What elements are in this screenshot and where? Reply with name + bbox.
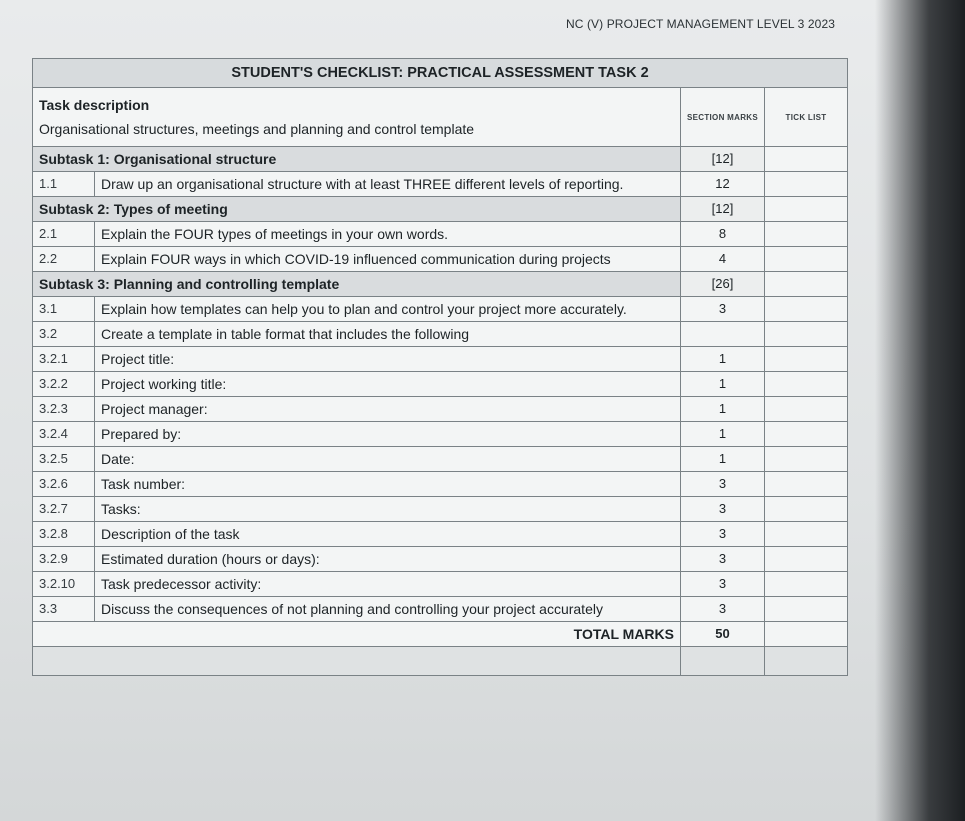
total-marks-value: 50 <box>681 622 765 647</box>
subtask-tick-cell[interactable] <box>765 272 848 297</box>
item-number: 2.2 <box>33 247 95 272</box>
section-marks-header: SECTION MARKS <box>681 88 765 147</box>
item-tick-cell[interactable] <box>765 597 848 622</box>
item-marks: 3 <box>681 572 765 597</box>
checklist-item-row <box>33 522 848 547</box>
item-number: 3.2.10 <box>33 572 95 597</box>
item-tick-cell[interactable] <box>765 547 848 572</box>
item-marks <box>681 322 765 347</box>
item-text: Tasks: <box>95 497 681 522</box>
task-description-row <box>33 88 848 147</box>
item-marks: 1 <box>681 347 765 372</box>
item-text: Explain FOUR ways in which COVID-19 influenced communication during projects <box>95 247 681 272</box>
item-number: 3.3 <box>33 597 95 622</box>
subtask-header-row <box>33 272 848 297</box>
item-tick-cell[interactable] <box>765 522 848 547</box>
checklist-item-row <box>33 447 848 472</box>
checklist-title: STUDENT'S CHECKLIST: PRACTICAL ASSESSMENT TASK 2 <box>33 59 848 88</box>
checklist-item-row <box>33 322 848 347</box>
item-text: Create a template in table format that includes the following <box>95 322 681 347</box>
item-marks: 3 <box>681 297 765 322</box>
student-checklist-table <box>32 58 848 676</box>
subtask-tick-cell[interactable] <box>765 147 848 172</box>
item-marks: 1 <box>681 447 765 472</box>
item-text: Draw up an organisational structure with at least THREE different levels of reporting. <box>95 172 681 197</box>
subtask-label: Subtask 2: Types of meeting <box>33 197 681 222</box>
checklist-item-row <box>33 597 848 622</box>
item-tick-cell[interactable] <box>765 397 848 422</box>
item-text: Discuss the consequences of not planning and controlling your project accurately <box>95 597 681 622</box>
item-tick-cell[interactable] <box>765 297 848 322</box>
item-text: Project title: <box>95 347 681 372</box>
item-text: Project manager: <box>95 397 681 422</box>
checklist-item-row <box>33 297 848 322</box>
item-tick-cell[interactable] <box>765 172 848 197</box>
checklist-title-row <box>33 59 848 88</box>
item-marks: 3 <box>681 497 765 522</box>
task-description-text: Organisational structures, meetings and planning and control template <box>39 121 475 137</box>
item-tick-cell[interactable] <box>765 222 848 247</box>
checklist-item-row <box>33 347 848 372</box>
item-number: 2.1 <box>33 222 95 247</box>
item-marks: 3 <box>681 472 765 497</box>
table-footer-band <box>33 647 848 676</box>
subtask-label: Subtask 1: Organisational structure <box>33 147 681 172</box>
total-marks-row <box>33 622 848 647</box>
item-text: Explain how templates can help you to plan and control your project more accurately. <box>95 297 681 322</box>
item-tick-cell[interactable] <box>765 372 848 397</box>
item-tick-cell[interactable] <box>765 322 848 347</box>
item-tick-cell[interactable] <box>765 347 848 372</box>
item-marks: 1 <box>681 397 765 422</box>
item-marks: 3 <box>681 597 765 622</box>
checklist-item-row <box>33 472 848 497</box>
checklist-item-row <box>33 547 848 572</box>
checklist-item-row <box>33 397 848 422</box>
item-text: Project working title: <box>95 372 681 397</box>
item-marks: 1 <box>681 372 765 397</box>
item-number: 3.2.9 <box>33 547 95 572</box>
checklist-item-row <box>33 222 848 247</box>
subtask-marks: [26] <box>681 272 765 297</box>
item-marks: 8 <box>681 222 765 247</box>
item-marks: 3 <box>681 522 765 547</box>
item-tick-cell[interactable] <box>765 247 848 272</box>
checklist-item-row <box>33 497 848 522</box>
item-number: 3.2.2 <box>33 372 95 397</box>
screen-edge-shadow <box>875 0 965 821</box>
item-text: Task predecessor activity: <box>95 572 681 597</box>
item-text: Date: <box>95 447 681 472</box>
subtask-tick-cell[interactable] <box>765 197 848 222</box>
subtask-header-row <box>33 147 848 172</box>
item-number: 3.2.5 <box>33 447 95 472</box>
item-number: 3.2.3 <box>33 397 95 422</box>
item-marks: 4 <box>681 247 765 272</box>
subtask-marks: [12] <box>681 197 765 222</box>
item-text: Task number: <box>95 472 681 497</box>
item-tick-cell[interactable] <box>765 447 848 472</box>
item-number: 3.2.1 <box>33 347 95 372</box>
item-marks: 1 <box>681 422 765 447</box>
subtask-marks: [12] <box>681 147 765 172</box>
item-tick-cell[interactable] <box>765 422 848 447</box>
document-header: NC (V) PROJECT MANAGEMENT LEVEL 3 2023 <box>566 17 835 31</box>
item-number: 1.1 <box>33 172 95 197</box>
item-number: 3.2.8 <box>33 522 95 547</box>
item-number: 3.1 <box>33 297 95 322</box>
item-number: 3.2.6 <box>33 472 95 497</box>
item-tick-cell[interactable] <box>765 572 848 597</box>
item-text: Estimated duration (hours or days): <box>95 547 681 572</box>
item-marks: 12 <box>681 172 765 197</box>
item-text: Description of the task <box>95 522 681 547</box>
checklist-item-row <box>33 247 848 272</box>
total-marks-label: TOTAL MARKS <box>33 622 681 647</box>
checklist-item-row <box>33 172 848 197</box>
checklist-item-row <box>33 372 848 397</box>
subtask-header-row <box>33 197 848 222</box>
subtask-label: Subtask 3: Planning and controlling template <box>33 272 681 297</box>
total-tick-cell[interactable] <box>765 622 848 647</box>
item-text: Prepared by: <box>95 422 681 447</box>
checklist-item-row <box>33 572 848 597</box>
task-description-label: Task description <box>39 97 150 113</box>
item-marks: 3 <box>681 547 765 572</box>
item-text: Explain the FOUR types of meetings in your own words. <box>95 222 681 247</box>
item-number: 3.2.7 <box>33 497 95 522</box>
item-number: 3.2 <box>33 322 95 347</box>
checklist-item-row <box>33 422 848 447</box>
task-description-cell <box>33 88 681 147</box>
item-number: 3.2.4 <box>33 422 95 447</box>
item-tick-cell[interactable] <box>765 497 848 522</box>
item-tick-cell[interactable] <box>765 472 848 497</box>
tick-list-header: TICK LIST <box>765 88 848 147</box>
